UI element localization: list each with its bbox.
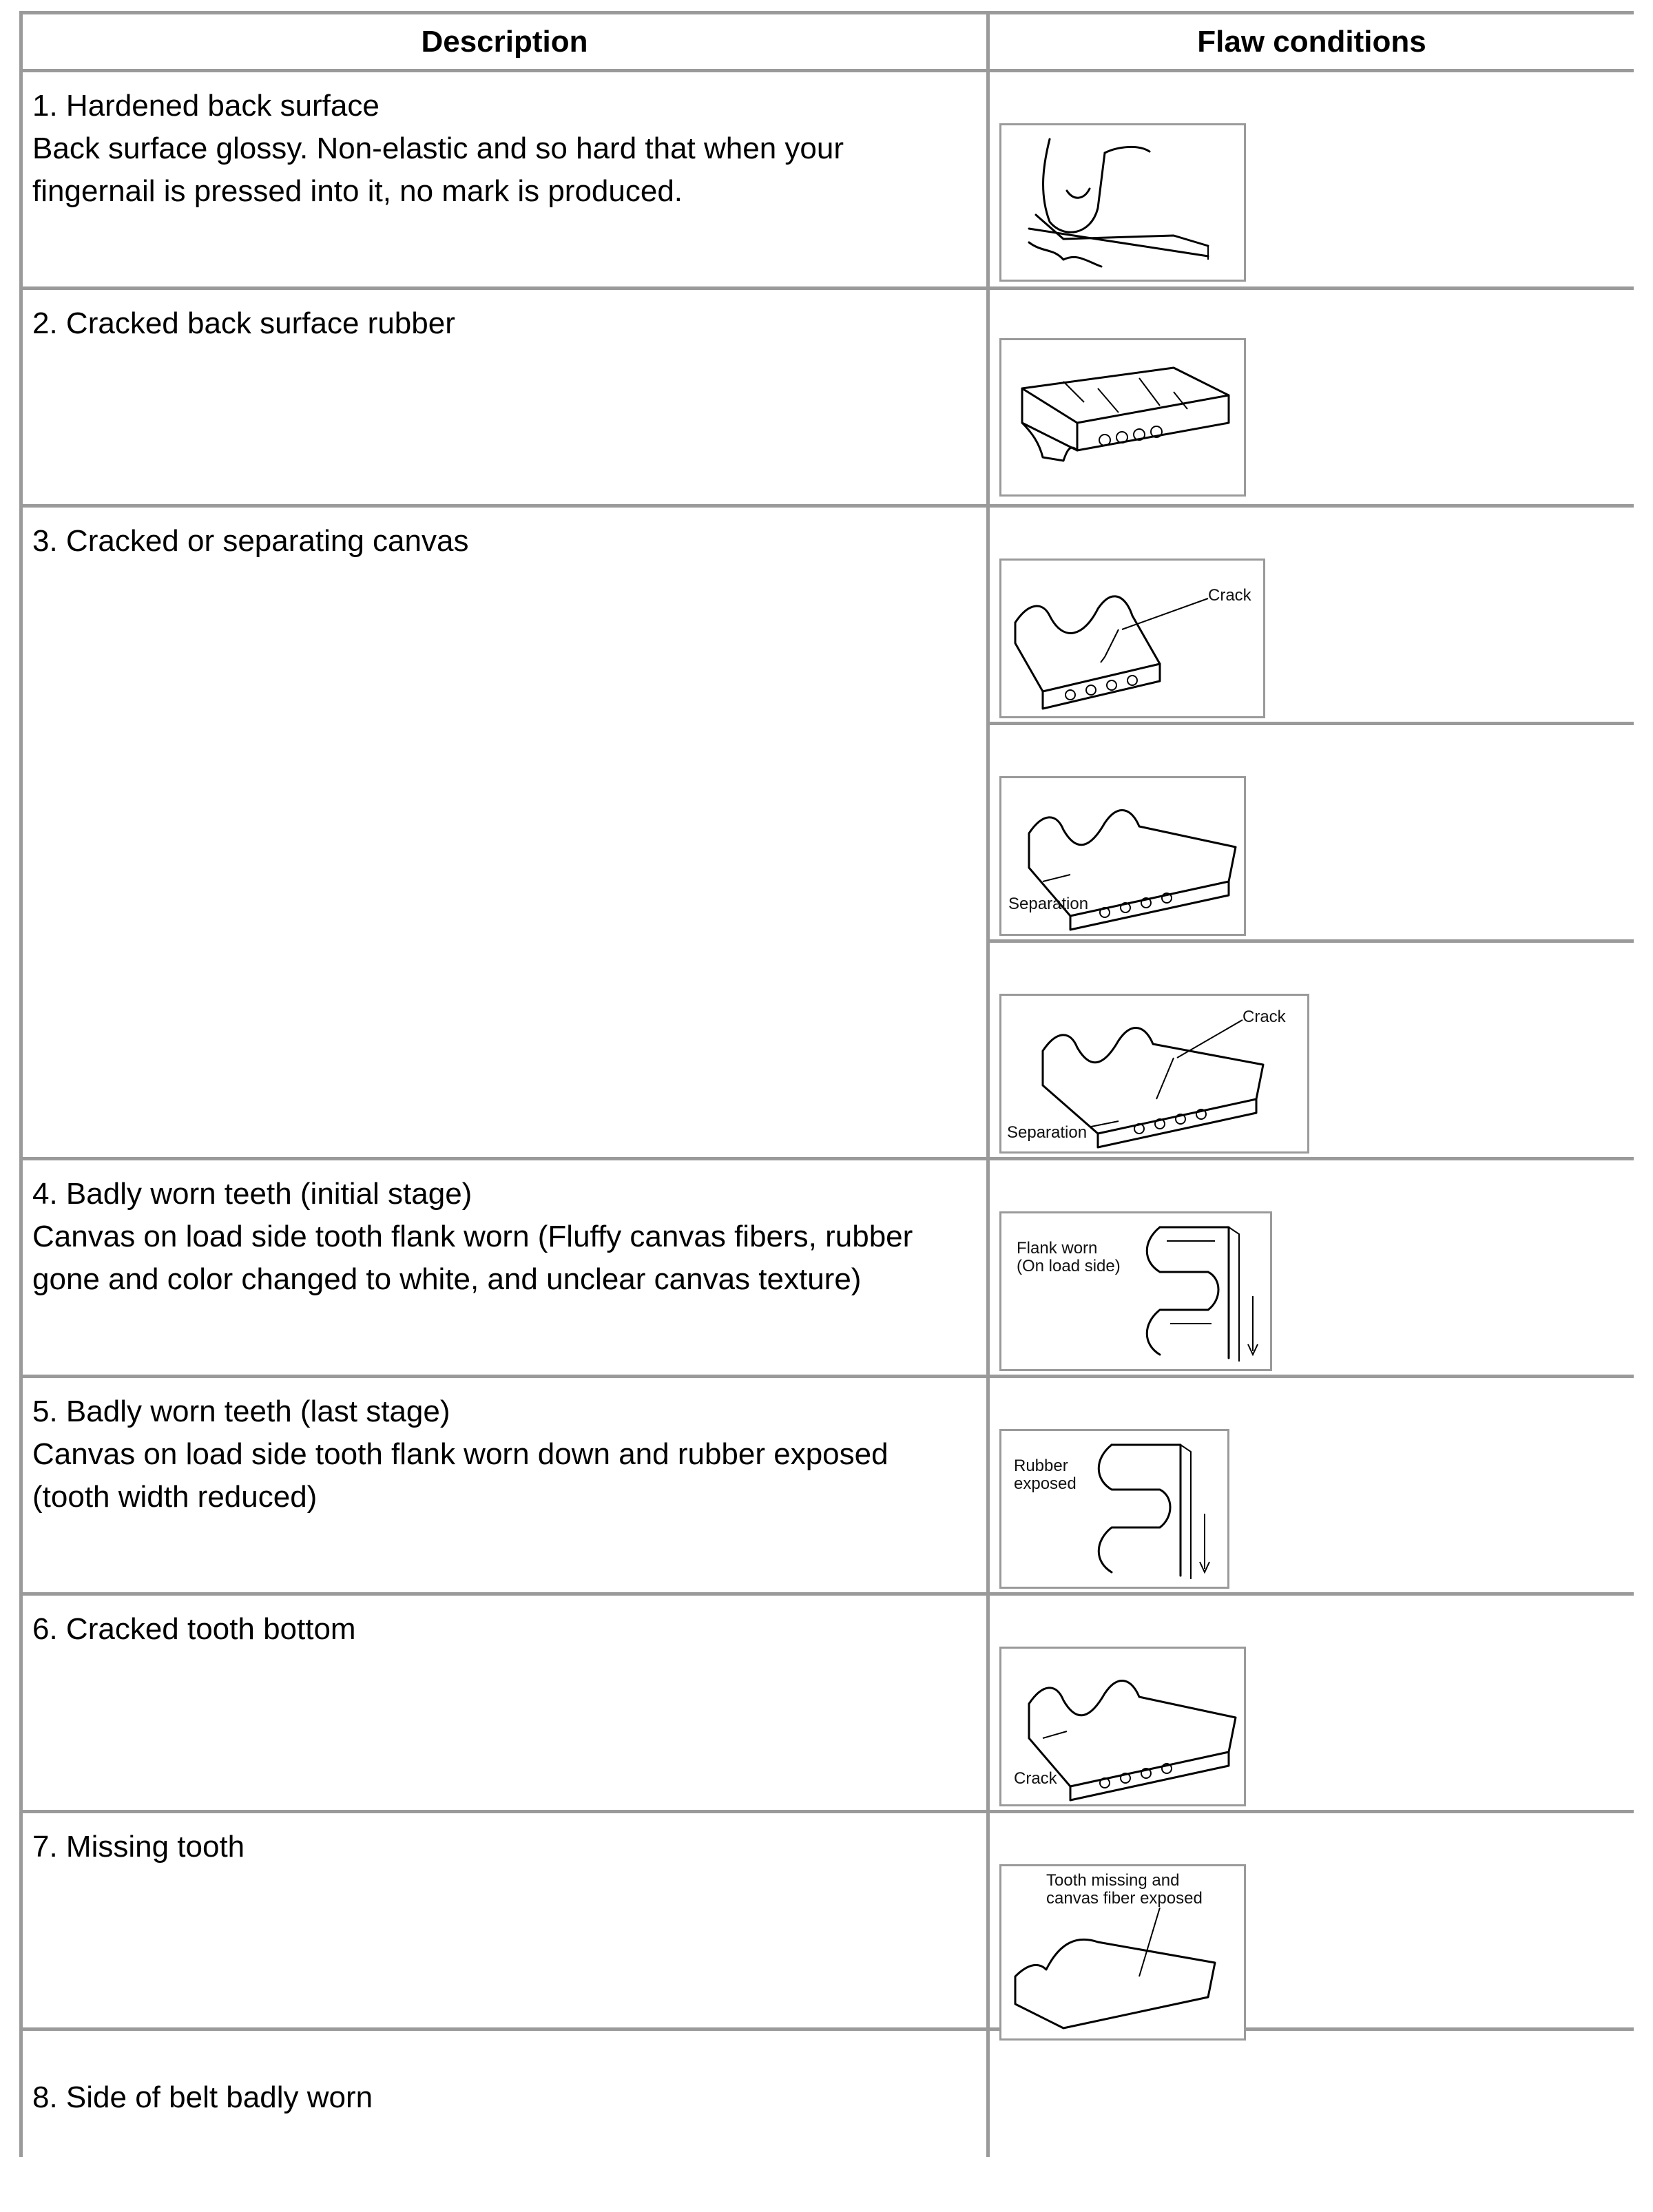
row-title: 3. Cracked or separating canvas <box>32 524 469 558</box>
table-row <box>21 1377 1634 1594</box>
description-cell <box>21 2030 988 2158</box>
canvas-crack-and-separation-illustration <box>999 994 1309 1154</box>
figure-cell <box>988 2030 1634 2158</box>
table-row <box>21 289 1634 506</box>
figure-label: Separation <box>1007 1123 1088 1142</box>
figure-cell <box>988 1159 1634 1377</box>
header-row <box>21 13 1634 71</box>
belt-flaw-table-page <box>19 11 1634 2157</box>
tooth-bottom-crack-illustration <box>999 1647 1246 1806</box>
row-title: 6. Cracked tooth bottom <box>32 1612 356 1646</box>
figure-label: Crack <box>1243 1008 1286 1026</box>
figure-cell <box>988 506 1634 724</box>
fingernail-pressing-belt-illustration <box>999 123 1246 282</box>
canvas-crack-illustration <box>999 559 1265 718</box>
figure-cell <box>988 1812 1634 2030</box>
row-title: 7. Missing tooth <box>32 1830 245 1864</box>
row-detail-line: Canvas on load side tooth flank worn (Fluffy canvas fibers, rubber <box>32 1220 913 1253</box>
table-row <box>21 1812 1634 2030</box>
figure-label: (On load side) <box>1017 1257 1121 1275</box>
figure-cell <box>988 71 1634 289</box>
description-cell <box>21 1812 988 2030</box>
table-row <box>21 1159 1634 1377</box>
figure-label: Crack <box>1014 1769 1057 1788</box>
row-title: 4. Badly worn teeth (initial stage) <box>32 1177 472 1211</box>
figure-cell <box>988 941 1634 1159</box>
header-flaw-conditions: Flaw conditions <box>988 13 1634 71</box>
figure-label: exposed <box>1014 1474 1077 1493</box>
row-detail-line: (tooth width reduced) <box>32 1480 318 1514</box>
description-cell <box>21 71 988 289</box>
figure-cell <box>988 1594 1634 1812</box>
figure-label: Crack <box>1208 586 1251 605</box>
row-title: 8. Side of belt badly worn <box>32 2080 373 2114</box>
figure-label: Tooth missing and <box>1046 1871 1180 1890</box>
row-detail-line: fingernail is pressed into it, no mark is produced. <box>32 174 683 208</box>
table-row <box>21 71 1634 289</box>
belt-flaw-table <box>19 11 1634 2157</box>
description-cell <box>21 1594 988 1812</box>
description-cell <box>21 506 988 1159</box>
table-row <box>21 1594 1634 1812</box>
figure-label: canvas fiber exposed <box>1046 1889 1203 1908</box>
missing-tooth-illustration <box>999 1864 1246 2041</box>
description-cell <box>21 1159 988 1377</box>
figure-cell <box>988 1377 1634 1594</box>
row-detail-line: Back surface glossy. Non-elastic and so hard that when your <box>32 132 844 165</box>
table-row <box>21 506 1634 724</box>
figure-cell <box>988 724 1634 941</box>
cracked-belt-back-illustration <box>999 338 1246 497</box>
row-detail-line: gone and color changed to white, and unclear canvas texture) <box>32 1262 862 1296</box>
row-title: 2. Cracked back surface rubber <box>32 306 455 340</box>
figure-label: Flank worn <box>1017 1239 1098 1258</box>
figure-label: Rubber <box>1014 1457 1068 1475</box>
canvas-separation-illustration <box>999 776 1246 936</box>
row-title: 1. Hardened back surface <box>32 89 380 123</box>
rubber-exposed-illustration <box>999 1429 1229 1589</box>
row-title: 5. Badly worn teeth (last stage) <box>32 1395 450 1428</box>
description-cell <box>21 1377 988 1594</box>
figure-cell <box>988 289 1634 506</box>
header-description: Description <box>21 13 988 71</box>
row-detail-line: Canvas on load side tooth flank worn down and rubber exposed <box>32 1437 888 1471</box>
flank-worn-illustration <box>999 1211 1272 1371</box>
description-cell <box>21 289 988 506</box>
figure-label: Separation <box>1008 895 1089 913</box>
table-row <box>21 2030 1634 2158</box>
